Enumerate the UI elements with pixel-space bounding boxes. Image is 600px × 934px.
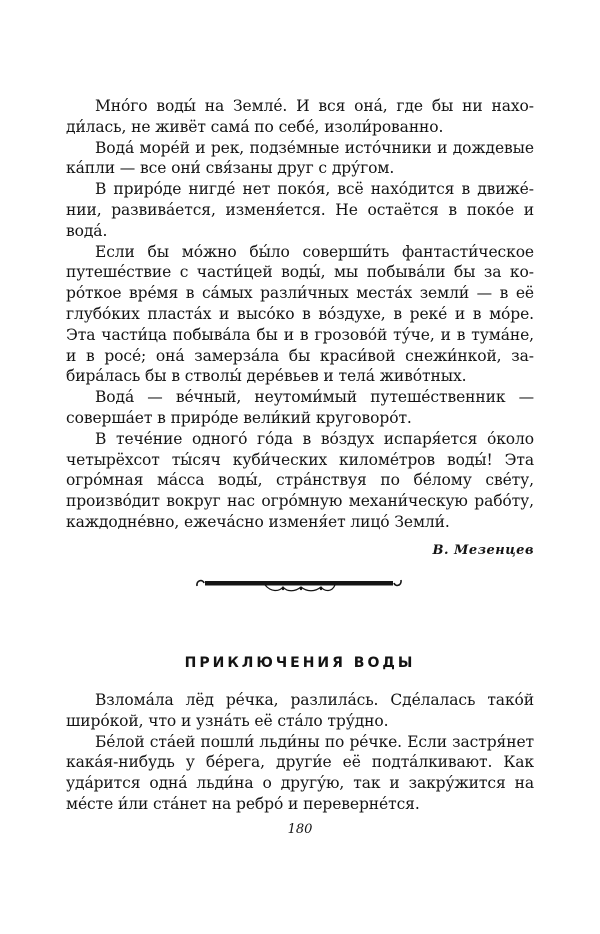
paragraph: В приро́де нигде́ нет поко́я, всё нахо́дится в движе́нии, развива́ется, изменя́ется. Не остаётся в поко́е и вода́. [66,180,534,240]
section-text [66,690,534,815]
paragraph: В тече́ние одного́ го́да в во́здух испаря́ется о́коло четырёхсот ты́сяч куби́ческих киломе́тров воды́! Эта огро́мная ма́сса воды́, стра́нствуя по бе́лому све́ту, произво́дит вокруг нас огро́мную механи́ческую рабо́ту, каждодне́вно, ежеча́сно изменя́ет лицо́ Земли́. [66,429,534,531]
paragraph: Взлома́ла лёд ре́чка, разлила́сь. Сде́лалась тако́й широ́кой, что и узна́ть её ста́ло тру́дно. [66,691,534,730]
paragraph: Бе́лой ста́ей пошли́ льди́ны по ре́чке. Если застря́нет кака́я-нибудь у бе́рега, други́е её подта́лкивают. Как уда́рится одна́ льди́на о другу́ю, так и закру́жится на ме́сте и́ли ста́нет на ребро́ и переверне́тся. [66,732,534,813]
paragraph: Если бы мо́жно бы́ло соверши́ть фантасти́ческое путеше́ствие с части́цей воды́, мы побыва́ли бы за коро́ткое вре́мя в са́мых разли́чных места́х земли́ — в её глубо́ких пласта́х и высо́ко в во́здухе, в реке́ и в мо́ре. Эта части́ца побыва́ла бы и в грозово́й ту́че, и в тума́не, и в росе́; она́ замерза́ла бы краси́вой снежи́нкой, забира́лась бы в стволы́ дере́вьев и тела́ живо́тных. [66,242,534,386]
page-number: 180 [287,822,313,837]
paragraph: Вода́ — ве́чный, неутоми́мый путеше́ственник — соверша́ет в приро́де вели́кий круговоро́т. [66,388,534,427]
paragraph: Вода́ море́й и рек, подзе́мные исто́чники и дождевые ка́пли — все они́ свя́заны друг с дру́гом. [66,138,534,178]
author-signature: В. Мезенцев [432,542,534,558]
paragraph: Мно́го воды́ на Земле́. И вся она́, где бы ни находи́лась, не живёт сама́ по себе́, изоли́рованно. [66,97,534,136]
section-title: ПРИКЛЮЧЕНИЯ ВОДЫ [184,655,416,671]
ornamental-divider-icon [195,572,403,594]
article-text [66,96,534,558]
